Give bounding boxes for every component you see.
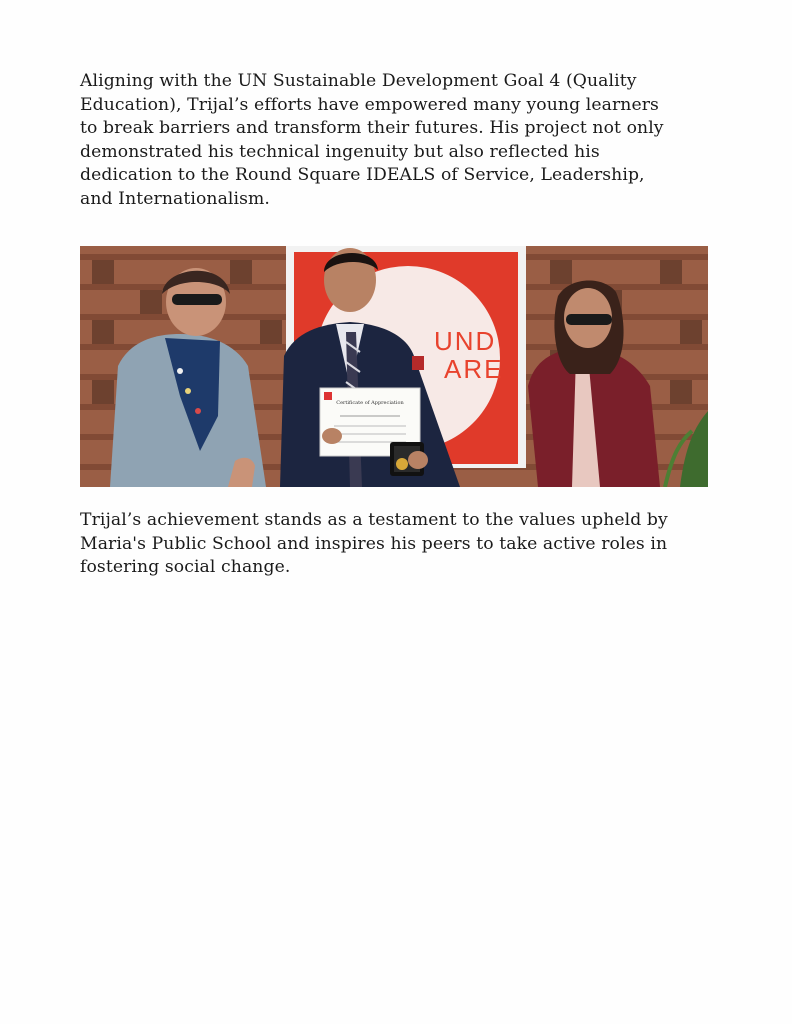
banner-text-1: UND: [434, 326, 497, 356]
paragraph-line: dedication to the Round Square IDEALS of Service, Leadership,: [80, 165, 645, 185]
paragraph-line: and Internationalism.: [80, 188, 270, 209]
paragraph-line: demonstrated his technical ingenuity but also reflected his: [80, 141, 600, 162]
paragraph-line: Education), Trijal’s efforts have empowered many young learners: [80, 94, 659, 115]
paragraph-line: Maria's Public School and inspires his peers to take active roles in: [80, 533, 668, 554]
paragraph-line: fostering social change.: [80, 557, 291, 577]
award-photo: [80, 246, 708, 487]
paragraph-intro: [80, 70, 720, 211]
paragraph-line: Trijal’s achievement stands as a testament to the values upheld by: [80, 510, 668, 530]
certificate-title: Certificate of Appreciation: [336, 400, 404, 406]
paragraph-conclusion: [80, 509, 720, 580]
banner-text-2: ARE: [444, 354, 504, 384]
medal-box: [390, 442, 428, 476]
paragraph-line: Aligning with the UN Sustainable Development Goal 4 (Quality: [80, 71, 637, 91]
paragraph-line: to break barriers and transform their futures. His project not only: [80, 118, 664, 138]
